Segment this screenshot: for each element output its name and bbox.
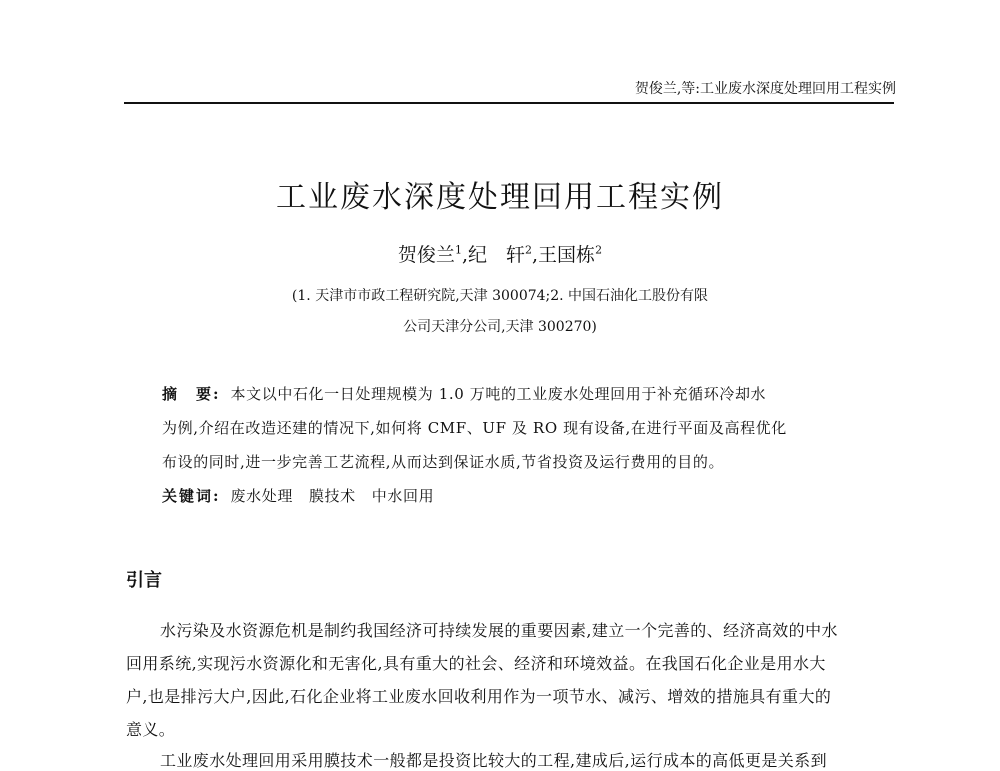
author-list: 贺俊兰$^1$,纪 轩$^2$,王国栋$^2$	[397, 243, 603, 266]
keyword: 废水处理	[230, 487, 293, 505]
author-affiliation-mark: 1	[454, 243, 462, 257]
keyword: 膜技术	[308, 487, 356, 505]
abstract-text: 本文以中石化一日处理规模为 1.0 万吨的工业废水处理回用于补充循环冷却水	[230, 385, 767, 403]
abstract-text: 为例,介绍在改造还建的情况下,如何将 CMF、UF 及 RO 现有设备,在进行平面及高程优化	[162, 419, 787, 437]
affiliation-line: (1. 天津市市政工程研究院,天津 300074;2. 中国石油化工股份有限	[291, 288, 709, 304]
abstract-label: 摘 要:	[162, 385, 221, 403]
author-name: 王国栋	[538, 244, 596, 266]
keyword: 中水回用	[371, 487, 435, 505]
body-paragraph-line: 回用系统,实现污水资源化和无害化,具有重大的社会、经济和环境效益。在我国石化企业是用水大	[126, 654, 826, 673]
body-paragraph-line: 水污染及水资源危机是制约我国经济可持续发展的重要因素,建立一个完善的、经济高效的中水	[160, 621, 838, 640]
body-paragraph-line: 意义。	[126, 720, 176, 739]
running-header: 贺俊兰,等:工业废水深度处理回用工程实例	[634, 81, 896, 97]
header-rule	[124, 102, 894, 104]
author-name: 贺俊兰	[397, 244, 455, 266]
body-paragraph-line: 户,也是排污大户,因此,石化企业将工业废水回收利用作为一项节水、减污、增效的措施具有重大的	[126, 687, 832, 706]
article-title: 工业废水深度处理回用工程实例	[276, 180, 724, 215]
abstract-first-line	[162, 383, 766, 404]
keywords-line	[162, 485, 450, 506]
affiliation-line: 公司天津分公司,天津 300270)	[403, 319, 597, 335]
author-name: 纪 轩	[467, 244, 525, 266]
keywords-label: 关键词:	[162, 487, 221, 505]
body-paragraph-line: 工业废水处理回用采用膜技术一般都是投资比较大的工程,建成后,运行成本的高低更是关系到	[160, 751, 827, 770]
abstract-text: 布设的同时,进一步完善工艺流程,从而达到保证水质,节省投资及运行费用的目的。	[162, 453, 725, 471]
author-affiliation-mark: 2	[595, 243, 603, 257]
author-affiliation-mark: 2	[525, 243, 532, 257]
section-heading: 引言	[126, 570, 162, 591]
